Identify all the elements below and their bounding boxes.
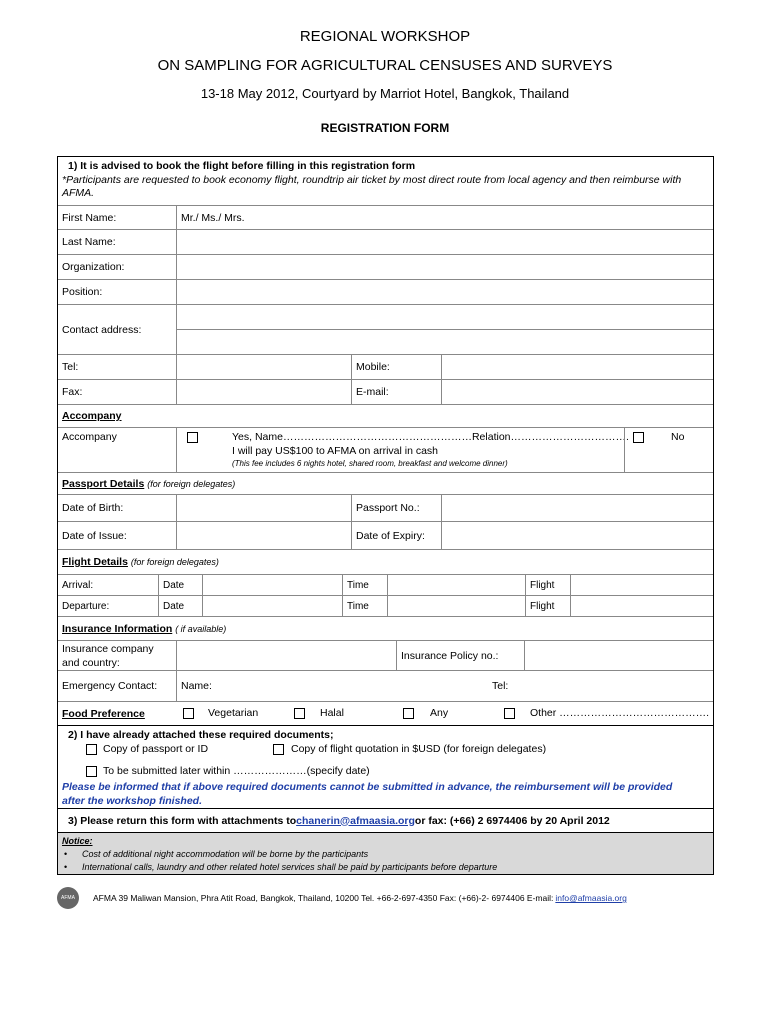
footer-email-link[interactable]: info@afmaasia.org — [555, 893, 627, 903]
workshop-title: REGIONAL WORKSHOP — [299, 28, 471, 45]
accompany-fee-note: (This fee includes 6 nights hotel, shared room, breakfast and welcome dinner) — [232, 459, 508, 468]
accompany-yes-cell — [176, 428, 629, 472]
first-name-field[interactable] — [176, 206, 713, 229]
insurance-heading-row — [58, 616, 713, 640]
emergency-tel-cell[interactable] — [488, 671, 713, 701]
section1-note: *Participants are requested to book economy flight, roundtrip air ticket by most direct route from local agency and then reimburse with AFMA. — [62, 174, 682, 199]
departure-time-field[interactable] — [387, 596, 525, 616]
mobile-field[interactable] — [441, 355, 713, 379]
registration-form — [57, 156, 714, 875]
flight-heading: Flight Details — [62, 556, 128, 568]
halal-checkbox[interactable] — [294, 708, 305, 719]
arrival-flight-field[interactable] — [570, 575, 713, 595]
accompany-no-label: No — [671, 431, 685, 443]
section2-title: 2) I have already attached these required documents; — [68, 729, 334, 741]
insurance-policy-field[interactable] — [524, 641, 713, 670]
insurance-company-label: Insurance company and country: — [62, 642, 154, 669]
food-preference-row — [58, 701, 713, 725]
tel-field[interactable] — [176, 355, 351, 379]
emergency-contact-row — [58, 670, 713, 701]
departure-flight-field[interactable] — [570, 596, 713, 616]
accompany-yes-checkbox[interactable] — [187, 432, 198, 443]
arrival-flight-label: Flight — [525, 575, 570, 595]
dob-label: Date of Birth: — [62, 502, 124, 514]
departure-flight-label: Flight — [525, 596, 570, 616]
passport-no-label: Passport No.: — [351, 495, 441, 521]
notice-item-1: Cost of additional night accommodation will be borne by the participants — [82, 849, 369, 859]
vegetarian-label: Vegetarian — [208, 707, 259, 719]
arrival-date-field[interactable] — [202, 575, 342, 595]
doi-label: Date of Issue: — [62, 529, 127, 542]
section1-intro — [58, 157, 713, 205]
other-checkbox[interactable] — [504, 708, 515, 719]
insurance-policy-label: Insurance Policy no.: — [396, 641, 524, 670]
organization-label: Organization: — [62, 261, 125, 273]
any-checkbox[interactable] — [403, 708, 414, 719]
last-name-label: Last Name: — [62, 236, 116, 248]
emergency-tel-label: Tel: — [492, 680, 509, 692]
notice-box — [58, 832, 713, 874]
accompany-yes-text: Yes, Name………………………………………………Relation……………………………. — [232, 431, 629, 443]
workshop-subtitle: ON SAMPLING FOR AGRICULTURAL CENSUSES AND SURVEYS — [157, 57, 613, 74]
last-name-row — [58, 229, 713, 254]
organization-field[interactable] — [176, 255, 713, 279]
passport-copy-checkbox[interactable] — [86, 744, 97, 755]
email-field[interactable] — [441, 380, 713, 404]
notice-bullet-1: • — [64, 849, 68, 859]
accompany-label: Accompany — [62, 431, 117, 443]
section1-title: 1) It is advised to book the flight before filling in this registration form — [68, 160, 416, 172]
contact-address-row — [58, 304, 713, 354]
accompany-no-checkbox[interactable] — [633, 432, 644, 443]
submit-later-checkbox[interactable] — [86, 766, 97, 777]
accompany-heading: Accompany — [62, 410, 122, 422]
flight-quote-label: Copy of flight quotation in $USD (for foreign delegates) — [291, 743, 547, 755]
accompany-heading-row — [58, 404, 713, 427]
accompany-pay-text: I will pay US$100 to AFMA on arrival in cash — [232, 445, 439, 457]
flight-heading-note: (for foreign delegates) — [130, 557, 219, 567]
contact-address-label: Contact address: — [62, 323, 142, 336]
any-label: Any — [430, 707, 449, 719]
doi-field[interactable] — [176, 522, 351, 549]
footer — [57, 886, 714, 910]
first-name-label: First Name: — [62, 211, 117, 224]
departure-row — [58, 595, 713, 616]
emergency-contact-label: Emergency Contact: — [62, 680, 158, 692]
last-name-field[interactable] — [176, 230, 713, 254]
accompany-row — [58, 427, 713, 472]
accompany-no-cell — [624, 428, 713, 472]
mobile-label: Mobile: — [351, 355, 441, 379]
insurance-heading: Insurance Information — [62, 622, 173, 635]
submit-later-label: To be submitted later within …………………(specify date) — [103, 765, 370, 777]
insurance-company-row — [58, 640, 713, 670]
section3-prefix: 3) Please return this form with attachments to — [68, 814, 297, 827]
passport-heading-row — [58, 472, 713, 494]
notice-heading: Notice: — [62, 836, 93, 846]
passport-heading: Passport Details — [62, 477, 145, 490]
afma-logo-icon: AFMA — [57, 887, 79, 909]
tel-label: Tel: — [62, 361, 79, 373]
flight-heading-row — [58, 549, 713, 574]
emergency-name-cell[interactable] — [176, 671, 488, 701]
email-label: E-mail: — [351, 380, 441, 404]
insurance-company-field[interactable] — [176, 641, 396, 670]
fax-field[interactable] — [176, 380, 351, 404]
doe-field[interactable] — [441, 522, 713, 549]
insurance-heading-note: ( if available) — [175, 623, 227, 634]
arrival-time-field[interactable] — [387, 575, 525, 595]
departure-date-field[interactable] — [202, 596, 342, 616]
footer-address: AFMA 39 Maliwan Mansion, Phra Atit Road, Bangkok, Thailand, 10200 Tel. +66-2-697-4350 Fax: (+66)-2- 6974406 E-mail: — [93, 893, 554, 903]
halal-label: Halal — [320, 707, 344, 719]
title-options: Mr./ Ms./ Mrs. — [181, 211, 245, 224]
arrival-date-label: Date — [158, 575, 202, 595]
food-heading: Food Preference — [62, 707, 145, 720]
return-email-link[interactable]: chanerin@afmaasia.org — [296, 814, 415, 827]
passport-no-field[interactable] — [441, 495, 713, 521]
fax-email-row — [58, 379, 713, 404]
organization-row — [58, 254, 713, 279]
flight-quote-checkbox[interactable] — [273, 744, 284, 755]
arrival-time-label: Time — [342, 575, 387, 595]
arrival-label: Arrival: — [62, 579, 94, 591]
issue-expiry-row — [58, 521, 713, 549]
workshop-date-venue: 13-18 May 2012, Courtyard by Marriot Hotel, Bangkok, Thailand — [200, 86, 570, 101]
dob-field[interactable] — [176, 495, 351, 521]
section3-suffix: or fax: (+66) 2 6974406 by 20 April 2012 — [414, 814, 610, 827]
passport-copy-label: Copy of passport or ID — [103, 743, 209, 755]
departure-date-label: Date — [158, 596, 202, 616]
fax-label: Fax: — [62, 386, 83, 398]
form-title: REGISTRATION FORM — [320, 121, 450, 135]
emergency-name-label: Name: — [181, 680, 212, 692]
arrival-row — [58, 574, 713, 595]
departure-time-label: Time — [342, 596, 387, 616]
position-row — [58, 279, 713, 304]
dob-passport-row — [58, 494, 713, 521]
section3-return — [58, 808, 713, 832]
departure-label: Departure: — [62, 600, 110, 612]
position-label: Position: — [62, 286, 103, 298]
section2-documents — [58, 725, 713, 808]
reimbursement-warning: Please be informed that if above required documents cannot be submitted in advance, the reimbursement will be provided after the workshop finished. — [62, 781, 673, 807]
vegetarian-checkbox[interactable] — [183, 708, 194, 719]
tel-mobile-row — [58, 354, 713, 379]
position-field[interactable] — [176, 280, 713, 304]
notice-item-2: International calls, laundry and other related hotel services shall be paid by participants before departure — [82, 862, 498, 872]
notice-bullet-2: • — [64, 862, 68, 872]
other-label: Other ……………………………………. — [530, 707, 710, 719]
passport-heading-note: (for foreign delegates) — [147, 478, 236, 489]
first-name-row — [58, 205, 713, 229]
doe-label: Date of Expiry: — [351, 522, 441, 549]
